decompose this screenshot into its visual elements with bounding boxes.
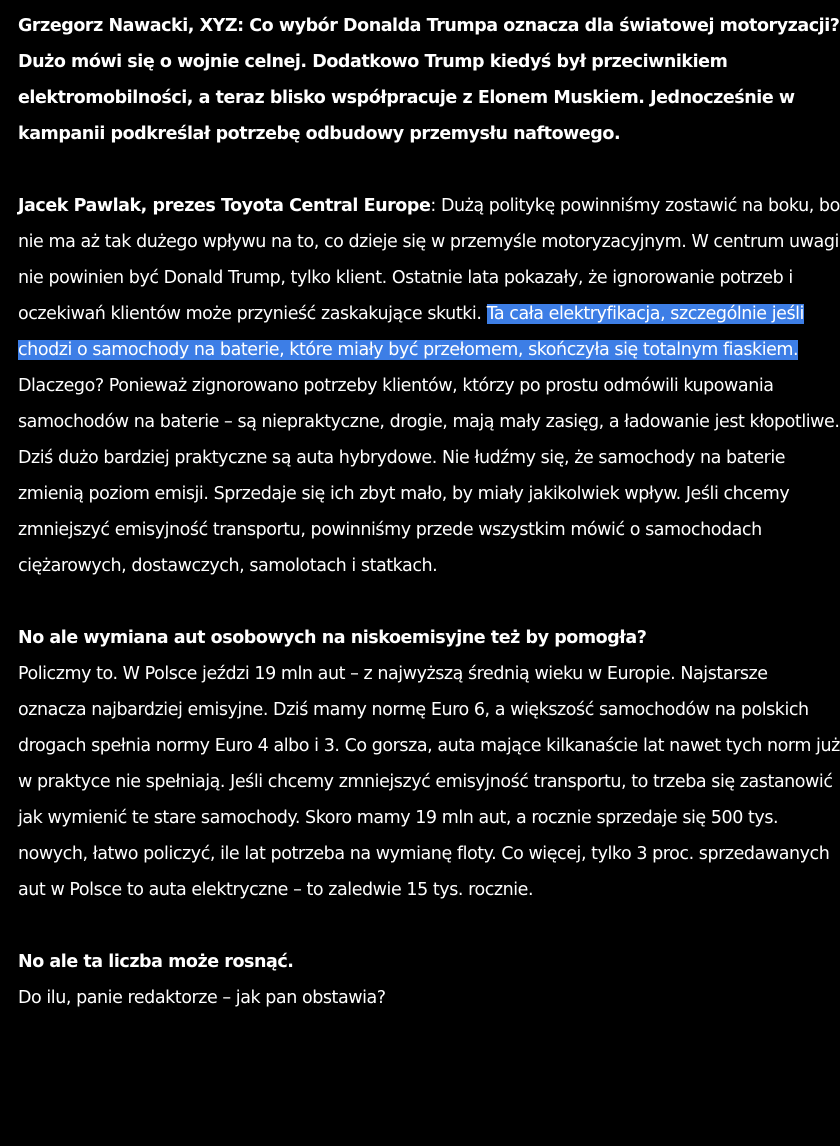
interviewer-question-2: No ale wymiana aut osobowych na niskoemisyjne też by pomogła?: [18, 628, 647, 648]
answer-paragraph-1: [18, 188, 840, 584]
selected-text-highlight[interactable]: Ta cała elektryfikacja, szczególnie jeśli chodzi o samochody na baterie, które miały być przełomem, skończyła się totalnym fiaskiem.: [18, 304, 804, 360]
speaker-name: Jacek Pawlak, prezes Toyota Central Europe: [18, 196, 431, 216]
answer-paragraph-3: Do ilu, panie redaktorze – jak pan obstawia?: [18, 988, 386, 1008]
interview-article: [18, 8, 840, 1052]
answer-paragraph-2: Policzmy to. W Polsce jeździ 19 mln aut – z najwyższą średnią wieku w Europie. Najstarsze oznacza najbardziej emisyjne. Dziś mamy normę Euro 6, a większość samochodów na polskich drogach spełnia normy Euro 4 albo i 3. Co gorsza, auta mające kilkanaście lat nawet tych norm już w praktyce nie spełniają. Jeśli chcemy zmniejszyć emisyjność transportu, to trzeba się zastanowić jak wymienić te stare samochody. Skoro mamy 19 mln aut, a rocznie sprzedaje się 500 tys. nowych, łatwo policzyć, ile lat potrzeba na wymianę floty. Co więcej, tylko 3 proc. sprzedawanych aut w Polsce to auta elektryczne – to zaledwie 15 tys. rocznie.: [18, 664, 840, 900]
answer-text-before: Dużą politykę powinniśmy zostawić na boku, bo nie ma aż tak dużego wpływu na to, co dzieje się w przemyśle motoryzacyjnym. W centrum uwagi nie powinien być Donald Trump, tylko klient. Ostatnie lata pokazały, że ignorowanie potrzeb i oczekiwań klientów może przynieść zaskakujące skutki.: [18, 196, 840, 324]
question-text: Grzegorz Nawacki, XYZ: Co wybór Donalda Trumpa oznacza dla światowej motoryzacji? Dużo mówi się o wojnie celnej. Dodatkowo Trump kiedyś był przeciwnikiem elektromobilności, a teraz blisko współpracuje z Elonem Muskiem. Jednocześnie w kampanii podkreślał potrzebę odbudowy przemysłu naftowego.: [18, 16, 840, 144]
interviewer-question-3: No ale ta liczba może rosnąć.: [18, 952, 294, 972]
qa-block-3: [18, 944, 840, 1016]
answer-text-after: Dlaczego? Ponieważ zignorowano potrzeby klientów, którzy po prostu odmówili kupowania samochodów na baterie – są niepraktyczne, drogie, mają mały zasięg, a ładowanie jest kłopotliwe. Dziś dużo bardziej praktyczne są auta hybrydowe. Nie łudźmy się, że samochody na baterie zmienią poziom emisji. Sprzedaje się ich zbyt mało, by miały jakikolwiek wpływ. Jeśli chcemy zmniejszyć emisyjność transportu, powinniśmy przede wszystkim mówić o samochodach ciężarowych, dostawczych, samolotach i statkach.: [18, 376, 840, 576]
interviewer-question-1: [18, 8, 840, 152]
qa-block-2: [18, 620, 840, 908]
speaker-colon: :: [430, 196, 436, 216]
